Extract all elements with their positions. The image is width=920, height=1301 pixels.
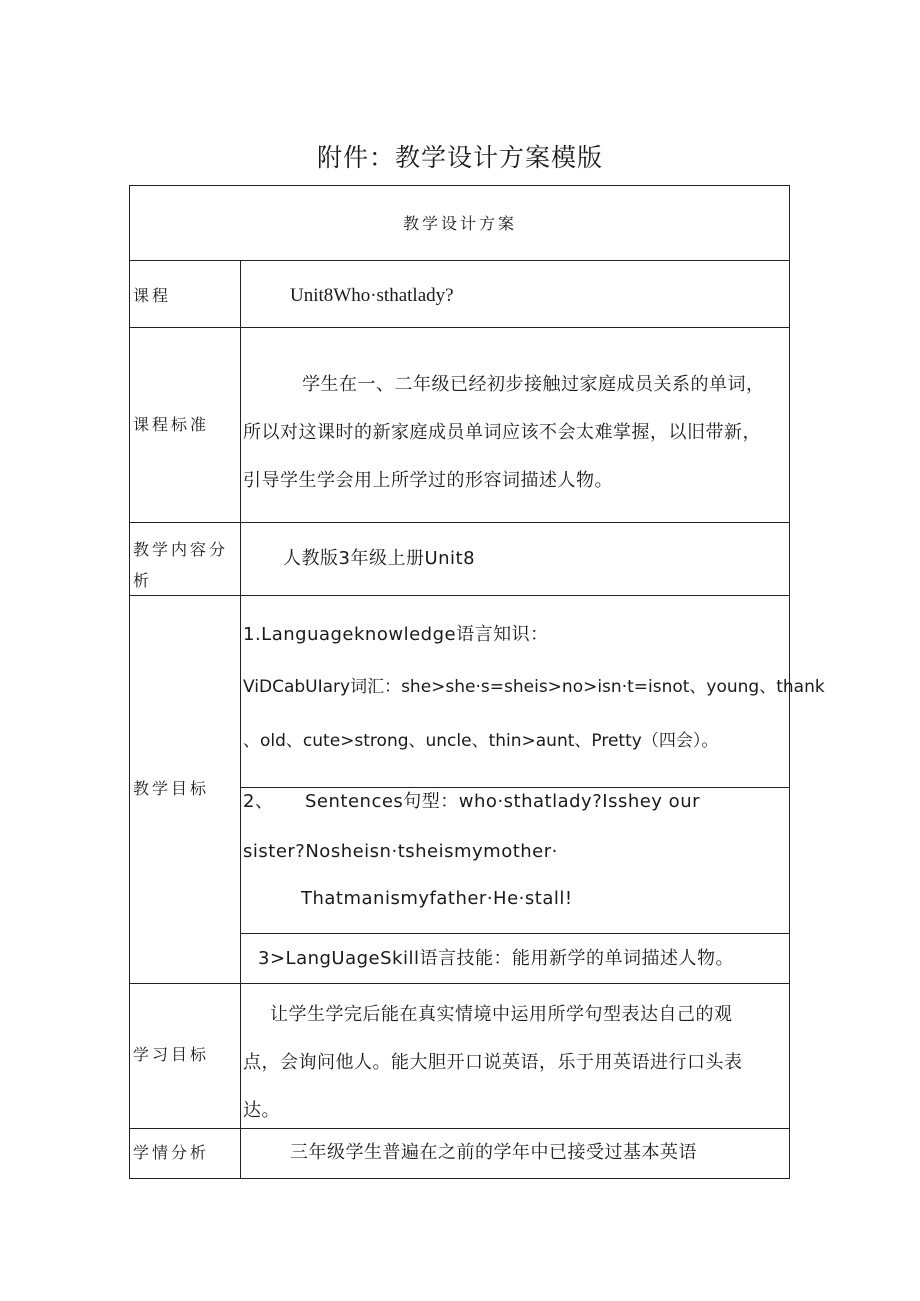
learning-goals-line: 点，会询问他人。能大胆开口说英语，乐于用英语进行口头表	[243, 1052, 743, 1073]
row-divider	[129, 595, 790, 596]
goal-sentences-line: Sentences句型：who·sthatlady?Isshey our	[305, 791, 700, 812]
table-header: 教学设计方案	[402, 214, 517, 233]
standard-line: 学生在一、二年级已经初步接触过家庭成员关系的单词，	[302, 374, 765, 395]
course-value: Unit8Who·sthatlady?	[290, 285, 454, 306]
row-divider	[129, 1128, 790, 1129]
learning-goals-line: 达。	[243, 1100, 280, 1121]
row-divider	[129, 522, 790, 523]
table-border-left	[129, 185, 130, 1179]
student-analysis-value: 三年级学生普遍在之前的学年中已接受过基本英语	[290, 1142, 697, 1163]
standard-line: 所以对这课时的新家庭成员单词应该不会太难掌握，以旧带新，	[243, 422, 761, 443]
column-divider	[240, 260, 241, 1179]
goal-sentences-line: Thatmanismyfather·He·stall!	[301, 888, 573, 909]
goal-language-skill: 3>LangUageSkill语言技能：能用新学的单词描述人物。	[258, 948, 734, 969]
table-border-top	[129, 185, 790, 186]
goal-sentences-number: 2、	[243, 791, 274, 812]
page-title: 附件：教学设计方案模版	[316, 143, 603, 172]
goal-language-knowledge: 1.Languageknowledge语言知识：	[243, 624, 549, 645]
row-divider	[129, 260, 790, 261]
content-analysis-label-cont: 析	[133, 571, 153, 590]
row-divider	[129, 327, 790, 328]
learning-goals-line: 让学生学完后能在真实情境中运用所学句型表达自己的观	[270, 1004, 733, 1025]
content-analysis-value: 人教版3年级上册Unit8	[283, 548, 476, 569]
goal-sentences-line: sister?Nosheisn·tsheismymother·	[243, 841, 558, 862]
content-analysis-label: 教学内容分	[133, 540, 229, 559]
learning-goals-label: 学习目标	[133, 1045, 210, 1064]
goal-vocabulary-line: ViDCabUIary词汇：she>she·s=sheis>no>isn·t=isnot、young、thank	[243, 677, 825, 697]
row-divider	[129, 983, 790, 984]
standard-label: 课程标准	[133, 415, 210, 434]
student-analysis-label: 学情分析	[133, 1143, 210, 1162]
goal-section-divider	[240, 933, 790, 934]
table-border-bottom	[129, 1178, 790, 1179]
standard-line: 引导学生学会用上所学过的形容词描述人物。	[243, 470, 613, 491]
goal-vocabulary-line: 、old、cute>strong、uncle、thin>aunt、Pretty（四会）。	[243, 731, 719, 751]
goals-label: 教学目标	[133, 779, 210, 798]
course-label: 课程	[133, 286, 172, 305]
